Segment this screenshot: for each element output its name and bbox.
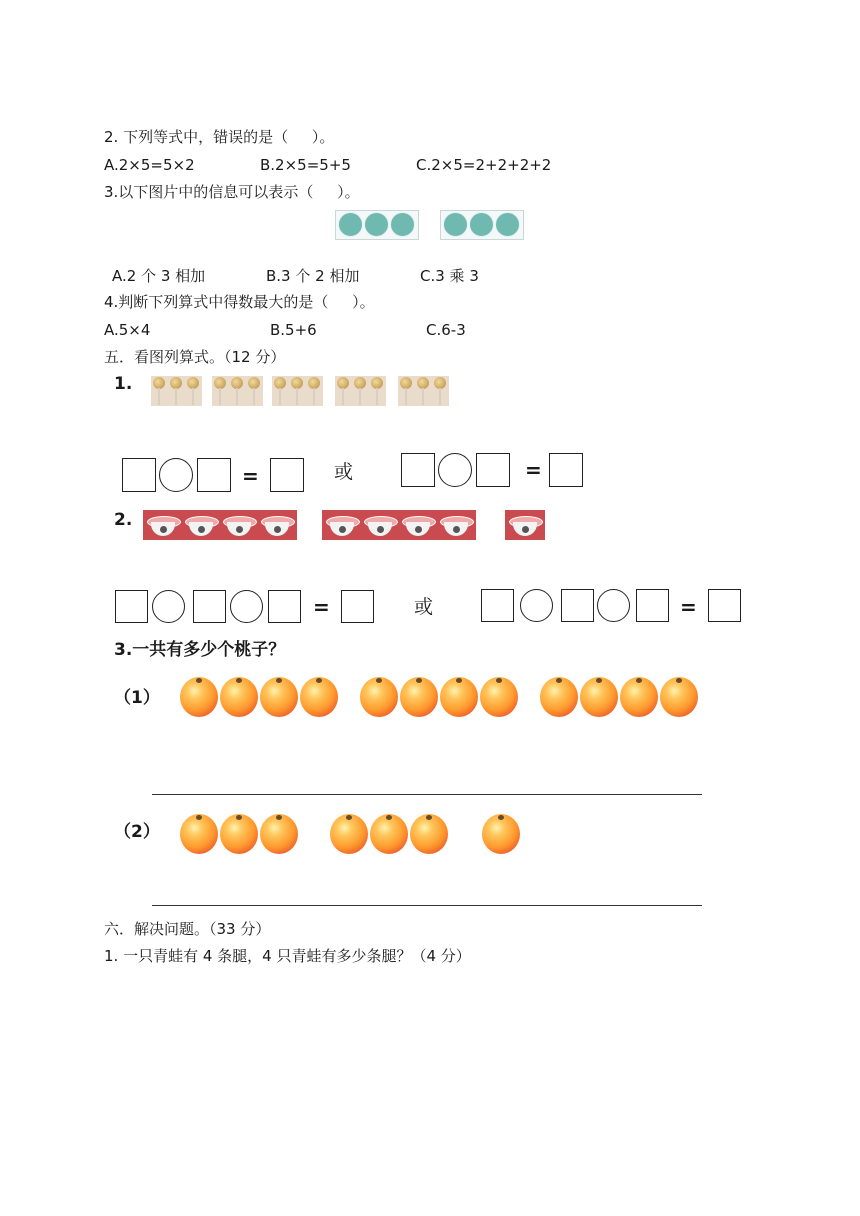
operator-circle[interactable] [438,453,472,487]
operator-circle[interactable] [597,589,630,622]
q3-option-b: B.3 个 2 相加 [266,267,360,285]
answer-box[interactable] [636,589,669,622]
or-label: 或 [414,596,434,618]
operator-circle[interactable] [159,458,193,492]
lollipop-icon [246,377,262,405]
peach-icon [180,814,218,854]
bowl-icon [439,512,473,538]
lollipop-icon [415,377,431,405]
bowl-icon [146,512,180,538]
palm-tree-icon [495,212,520,237]
answer-box[interactable] [268,590,301,623]
lollipop-icon [432,377,448,405]
peach-icon [220,814,258,854]
bowl-icon [508,512,542,538]
or-label: 或 [334,461,354,483]
lollipop-icon [398,377,414,405]
q4-option-c: C.6-3 [426,321,466,339]
bowl-icon [184,512,218,538]
peach-icon [660,677,698,717]
bowl-icon [363,512,397,538]
section6-heading: 六．解决问题。（33 分） [104,920,271,938]
answer-box[interactable] [549,453,583,487]
operator-circle[interactable] [520,589,553,622]
answer-box[interactable] [708,589,741,622]
answer-box[interactable] [341,590,374,623]
peach-icon [300,677,338,717]
lollipop-icon [272,377,288,405]
palm-tree-icon [338,212,363,237]
equals-sign: = [313,595,330,619]
lollipop-icon [352,377,368,405]
peach-icon [440,677,478,717]
q4-option-b: B.5+6 [270,321,317,339]
lollipop-icon [229,377,245,405]
part2-label: （2） [114,822,160,842]
q2-option-c: C.2×5=2+2+2+2 [416,156,552,174]
operator-circle[interactable] [230,590,263,623]
peach-icon [180,677,218,717]
q3-stem: 3.以下图片中的信息可以表示（ ）。 [104,183,360,201]
equals-sign: = [525,458,542,482]
q2-option-a: A.2×5=5×2 [104,156,195,174]
answer-line[interactable] [152,794,702,795]
q4-stem: 4.判断下列算式中得数最大的是（ ）。 [104,293,375,311]
peach-icon [410,814,448,854]
q4-option-a: A.5×4 [104,321,151,339]
equals-sign: = [680,595,697,619]
bowl-icon [260,512,294,538]
operator-circle[interactable] [152,590,185,623]
peach-icon [482,814,520,854]
peach-icon [400,677,438,717]
lollipop-icon [306,377,322,405]
answer-box[interactable] [197,458,231,492]
palm-tree-icon [443,212,468,237]
answer-box[interactable] [115,590,148,623]
item1-number: 1. [114,374,133,394]
answer-box[interactable] [270,458,304,492]
q3-option-a: A.2 个 3 相加 [112,267,206,285]
lollipop-icon [369,377,385,405]
lollipop-icon [289,377,305,405]
q2-option-b: B.2×5=5+5 [260,156,351,174]
peach-icon [540,677,578,717]
answer-line[interactable] [152,905,702,906]
q3-option-c: C.3 乘 3 [420,267,479,285]
section5-heading: 五．看图列算式。（12 分） [104,348,286,366]
item2-number: 2. [114,510,133,530]
peach-icon [260,677,298,717]
lollipop-icon [185,377,201,405]
part1-label: （1） [114,688,160,708]
answer-box[interactable] [401,453,435,487]
palm-tree-icon [390,212,415,237]
q2-stem: 2. 下列等式中，错误的是（ ）。 [104,128,335,146]
item3-title: 3.一共有多少个桃子？ [114,640,286,660]
answer-box[interactable] [481,589,514,622]
answer-box[interactable] [476,453,510,487]
section6-q1: 1. 一只青蛙有 4 条腿，4 只青蛙有多少条腿？（4 分） [104,947,471,965]
answer-box[interactable] [122,458,156,492]
lollipop-icon [212,377,228,405]
peach-icon [220,677,258,717]
bowl-icon [401,512,435,538]
peach-icon [370,814,408,854]
lollipop-icon [335,377,351,405]
palm-tree-icon [364,212,389,237]
equals-sign: = [242,464,259,488]
peach-icon [480,677,518,717]
answer-box[interactable] [561,589,594,622]
bowl-icon [325,512,359,538]
bowl-icon [222,512,256,538]
lollipop-icon [168,377,184,405]
peach-icon [580,677,618,717]
palm-tree-icon [469,212,494,237]
answer-box[interactable] [193,590,226,623]
peach-icon [360,677,398,717]
peach-icon [330,814,368,854]
peach-icon [260,814,298,854]
lollipop-icon [151,377,167,405]
peach-icon [620,677,658,717]
